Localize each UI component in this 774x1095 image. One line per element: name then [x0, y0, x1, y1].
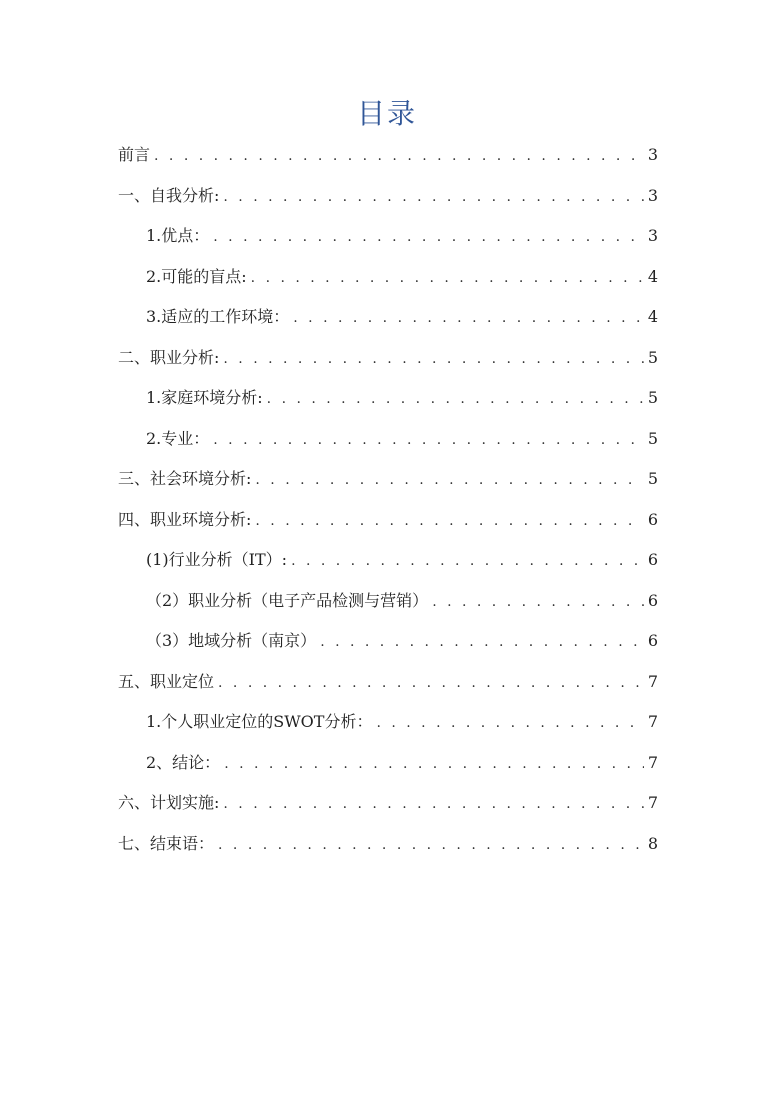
toc-page-number: 6 [647, 509, 658, 529]
toc-entry[interactable] [118, 627, 658, 668]
toc-entry-label: 七、结束语： [118, 833, 215, 853]
toc-entry[interactable] [118, 263, 658, 304]
toc-entry[interactable] [118, 303, 658, 344]
toc-entry[interactable] [118, 546, 658, 587]
toc-page-number: 7 [647, 712, 658, 731]
toc-page-number: 3 [647, 226, 658, 245]
toc-dot-leader [376, 709, 643, 737]
toc-entry-label: 1.家庭环境分析: [146, 388, 263, 407]
toc-page-number: 5 [647, 388, 658, 407]
toc-page-number: 3 [647, 145, 658, 164]
toc-page-number: 7 [647, 793, 658, 812]
toc-entry-label: 六、计划实施: [118, 793, 220, 812]
toc-page-number: 3 [647, 185, 658, 205]
toc-entry[interactable] [118, 182, 658, 223]
toc-entry[interactable] [118, 587, 658, 628]
toc-page-number: 6 [647, 631, 658, 650]
toc-page-number: 7 [647, 671, 658, 691]
toc-entry[interactable] [118, 425, 658, 466]
toc-entry[interactable] [118, 789, 658, 830]
toc-dot-leader [223, 790, 643, 818]
toc-entry[interactable] [118, 141, 658, 182]
toc-entry[interactable] [118, 222, 658, 263]
toc-page-number: 7 [647, 752, 658, 772]
toc-entry[interactable] [118, 749, 658, 790]
toc-page-number: 5 [647, 469, 658, 488]
toc-dot-leader [255, 466, 643, 494]
toc-dot-leader [291, 547, 644, 575]
toc-entry-label: 1.优点： [146, 226, 210, 245]
toc-dot-leader [251, 264, 644, 292]
toc-page-number: 4 [647, 307, 658, 326]
toc-entry[interactable] [118, 384, 658, 425]
toc-entry-label: (1)行业分析（IT）: [146, 550, 288, 569]
toc-entry-label: 二、职业分析: [118, 347, 220, 367]
toc-dot-leader [320, 628, 644, 656]
toc-dot-leader [213, 223, 644, 251]
toc-title: 目录 [356, 97, 417, 130]
toc-page-number: 6 [647, 550, 658, 569]
toc-entry-label: 1.个人职业定位的SWOT分析： [146, 712, 373, 731]
toc-page-number: 5 [647, 347, 658, 367]
toc-dot-leader [218, 669, 644, 697]
toc-entry-label: 前言 [118, 145, 151, 164]
toc-entry-label: 2.可能的盲点: [146, 266, 247, 286]
toc-dot-leader [224, 750, 644, 778]
toc-entry-label: 五、职业定位 [118, 671, 215, 691]
toc-entry-label: 2、结论： [146, 752, 221, 772]
toc-dot-leader [154, 142, 644, 170]
toc-entry-label: 2.专业： [146, 428, 210, 448]
toc-entry[interactable] [118, 668, 658, 709]
toc-entry[interactable] [118, 830, 658, 871]
toc-page-number: 8 [647, 833, 658, 853]
toc-page-number: 5 [647, 428, 658, 448]
toc-dot-leader [223, 183, 643, 211]
toc-dot-leader [218, 831, 644, 859]
toc-dot-leader [432, 588, 644, 616]
toc-entry[interactable] [118, 708, 658, 749]
toc-entry-label: 一、自我分析: [118, 185, 220, 205]
toc-dot-leader [293, 304, 644, 332]
toc-entry[interactable] [118, 465, 658, 506]
toc-entry[interactable] [118, 506, 658, 547]
toc-dot-leader [213, 426, 644, 454]
toc-dot-leader [255, 507, 643, 535]
toc-dot-leader [223, 345, 643, 373]
toc-dot-leader [267, 385, 644, 413]
table-of-contents [118, 141, 658, 870]
toc-page-number: 4 [647, 266, 658, 286]
toc-entry-label: （2）职业分析（电子产品检测与营销） [146, 590, 429, 610]
toc-entry[interactable] [118, 344, 658, 385]
toc-entry-label: 四、职业环境分析: [118, 509, 252, 529]
toc-entry-label: 3.适应的工作环境： [146, 307, 290, 326]
toc-entry-label: （3）地域分析（南京） [146, 631, 317, 650]
toc-page-number: 6 [647, 590, 658, 610]
toc-entry-label: 三、社会环境分析: [118, 469, 252, 488]
